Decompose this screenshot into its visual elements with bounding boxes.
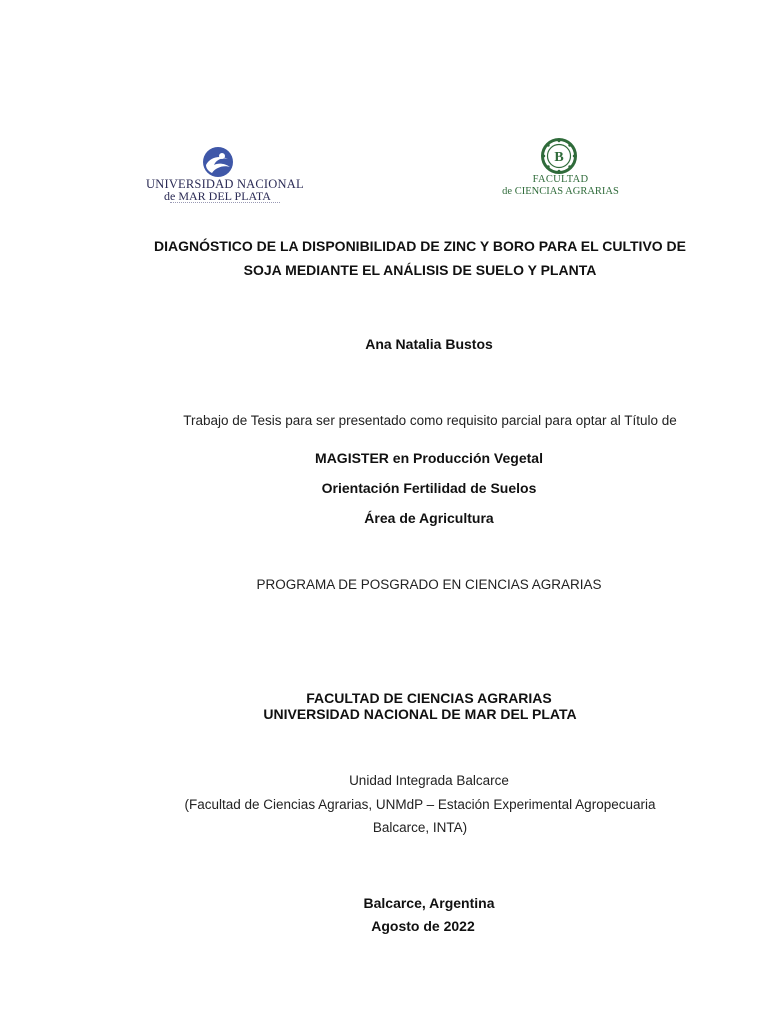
unmdp-wave-icon (200, 145, 236, 179)
unmdp-dotted-rule (170, 202, 280, 204)
program-name: PROGRAMA DE POSGRADO EN CIENCIAS AGRARIAS (256, 577, 602, 592)
fca-name-line1: FACULTAD (532, 174, 589, 185)
fca-logo (498, 138, 623, 204)
location: Balcarce, Argentina (363, 895, 495, 911)
fca-seal-letter: B (554, 150, 564, 165)
unmdp-name: UNIVERSIDAD NACIONAL (146, 177, 304, 191)
degree-title: MAGISTER en Producción Vegetal (315, 450, 543, 466)
thesis-title-line1: DIAGNÓSTICO DE LA DISPONIBILIDAD DE ZINC Y BORO PARA EL CULTIVO DE (153, 238, 687, 254)
degree-orientation: Orientación Fertilidad de Suelos (321, 480, 537, 496)
unit-line1: Unidad Integrada Balcarce (349, 773, 509, 788)
fca-name-line2: de CIENCIAS AGRARIAS (502, 186, 619, 197)
author-name: Ana Natalia Bustos (365, 336, 493, 352)
thesis-statement: Trabajo de Tesis para ser presentado como requisito parcial para optar al Título de (183, 413, 677, 428)
unit-line2: (Facultad de Ciencias Agrarias, UNMdP – Estación Experimental Agropecuaria (184, 797, 656, 812)
faculty-name: FACULTAD DE CIENCIAS AGRARIAS (306, 690, 552, 706)
unit-line3: Balcarce, INTA) (372, 820, 468, 835)
date: Agosto de 2022 (371, 918, 475, 934)
thesis-title-line2: SOJA MEDIANTE EL ANÁLISIS DE SUELO Y PLANTA (243, 262, 597, 278)
university-name: UNIVERSIDAD NACIONAL DE MAR DEL PLATA (263, 706, 577, 722)
unmdp-subname: de MAR DEL PLATA (164, 189, 271, 203)
fca-seal-icon (540, 138, 578, 174)
degree-area: Área de Agricultura (364, 510, 494, 526)
unmdp-logo (146, 145, 304, 205)
